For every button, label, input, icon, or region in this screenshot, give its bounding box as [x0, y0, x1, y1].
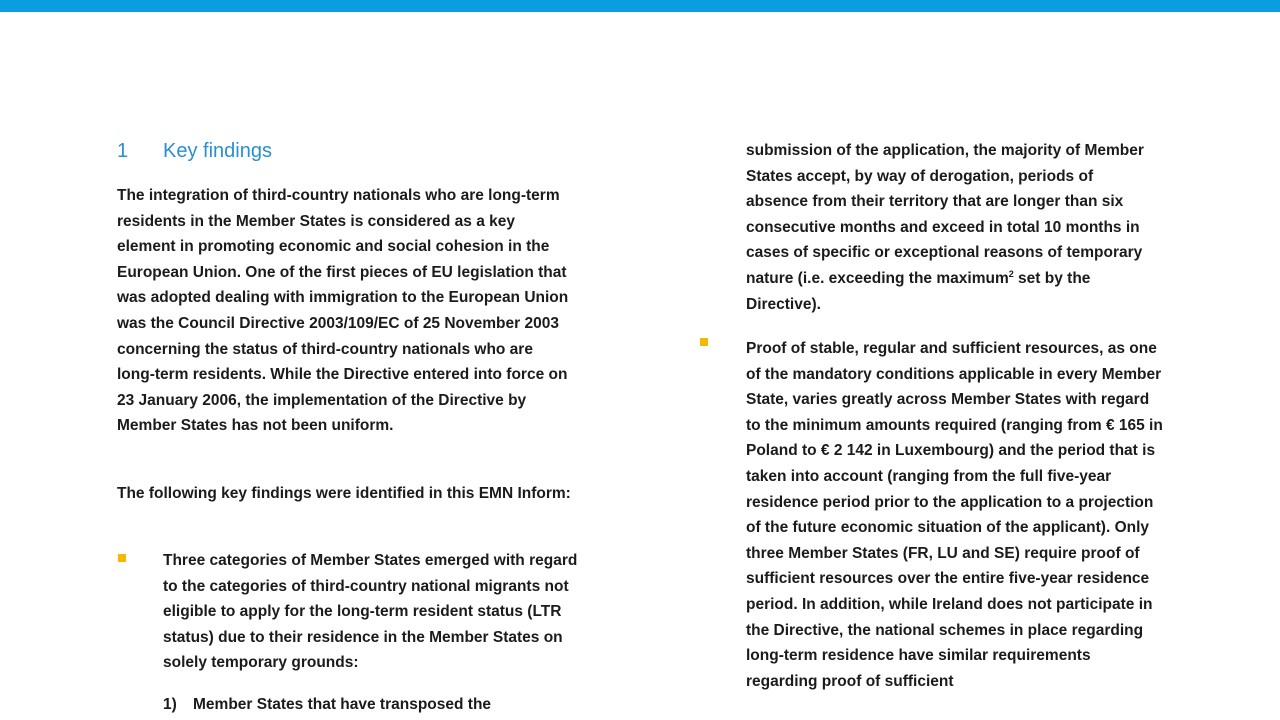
continued-text-end: set by the Directive). [746, 269, 1091, 313]
section-number: 1 [117, 140, 129, 162]
sub-item-number: 1) [163, 696, 177, 713]
continued-text: submission of the application, the majority of Member States accept, by way of derogation, periods of absence from their territory that are longer than six consecutive months and exceed in total 10 months in cases of specific or exceptional reasons of temporary nature (i.e. exceeding the maximum [746, 142, 1144, 287]
section-heading [117, 140, 272, 163]
sub-item-1 [163, 692, 491, 718]
key-findings-lead-in: The following key findings were identified in this EMN Inform: [117, 485, 571, 502]
top-banner-bar [0, 0, 1280, 12]
continued-paragraph [746, 138, 1158, 317]
bullet-square-icon [118, 554, 126, 562]
bullet-square-icon [700, 338, 708, 346]
footnote-reference[interactable]: 2 [1008, 268, 1014, 279]
bullet-categories-of-member-states: Three categories of Member States emerged with regard to the categories of third-country national migrants not eligible to apply for the long-term resident status (LTR status) due to their residence in the Member States on solely temporary grounds: [163, 552, 578, 672]
sub-item-text: Member States that have transposed the [193, 696, 492, 713]
section-title: Key findings [163, 140, 272, 162]
bullet-proof-of-resources: Proof of stable, regular and sufficient resources, as one of the mandatory conditions applicable in every Member State, varies greatly across Member States with regard to the minimum amounts required (ranging from € 165 in Poland to € 2 142 in Luxembourg) and the period that is taken into account (ranging from the full five-year residence period prior to the application to a projection of the future economic situation of the applicant). Only three Member States (FR, LU and SE) require proof of sufficient resources over the entire five-year residence period. In addition, while Ireland does not participate in the Directive, the national schemes in place regarding long-term residence have similar requirements regarding proof of sufficient [746, 340, 1163, 690]
intro-paragraph: The integration of third-country nationals who are long-term residents in the Member States is considered as a key element in promoting economic and social cohesion in the European Union. One of the first pieces of EU legislation that was adopted dealing with immigration to the European Union was the Council Directive 2003/109/EC of 25 November 2003 concerning the status of third-country nationals who are long-term residents. While the Directive entered into force on 23 January 2006, the implementation of the Directive by Member States has not been uniform. [117, 187, 569, 435]
